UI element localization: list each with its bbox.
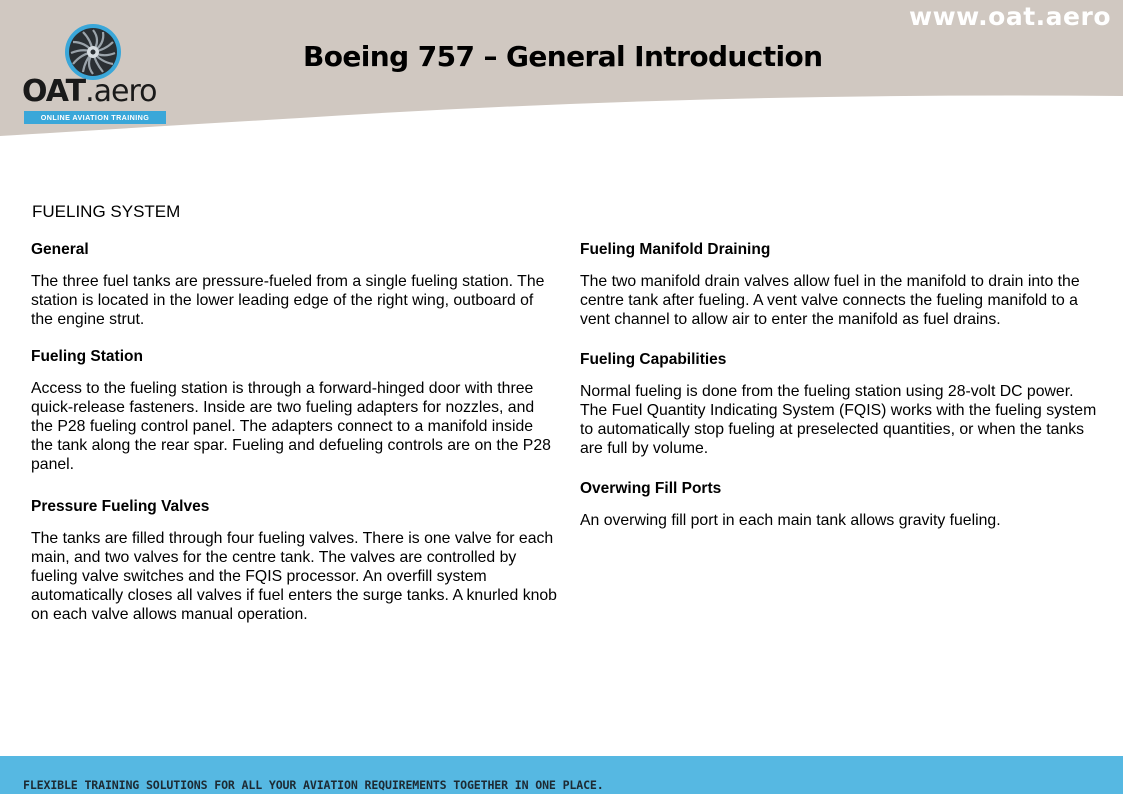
footer-band bbox=[0, 756, 1123, 794]
block-heading: Pressure Fueling Valves bbox=[31, 498, 210, 515]
content-block-fueling-capabilities bbox=[580, 350, 1100, 458]
block-text: Normal fueling is done from the fueling station using 28-volt DC power. The Fuel Quantity Indicating System (FQIS) works with the fueling system to automatically stop fueling at preselected quantities, or when the tanks are full by volume. bbox=[580, 383, 1097, 457]
logo-brand: OAT bbox=[22, 74, 86, 109]
block-heading: Fueling Station bbox=[31, 348, 143, 365]
block-heading: Fueling Capabilities bbox=[580, 351, 727, 368]
content-block-manifold-draining bbox=[580, 240, 1100, 329]
left-column bbox=[31, 240, 559, 624]
turbine-fan-icon bbox=[63, 22, 123, 82]
footer-tagline: FLEXIBLE TRAINING SOLUTIONS FOR ALL YOUR AVIATION REQUIREMENTS TOGETHER IN ONE PLACE. bbox=[23, 778, 604, 792]
block-text: The tanks are filled through four fueling valves. There is one valve for each main, and two valves for the centre tank. The valves are controlled by fueling valve switches and the FQIS processor. An overfill system automatically closes all valves if fuel enters the surge tanks. A knurled knob on each valve allows manual operation. bbox=[31, 530, 557, 623]
block-heading: Overwing Fill Ports bbox=[580, 480, 722, 497]
block-text: Access to the fueling station is through a forward-hinged door with three quick-release fasteners. Inside are two fueling adapters for nozzles, and the P28 fueling control panel. The adapters connect to a manifold inside the tank along the rear spar. Fueling and defueling controls are on the P28 panel. bbox=[31, 380, 551, 473]
content-block-fueling-station bbox=[31, 347, 559, 474]
section-title: FUELING SYSTEM bbox=[32, 202, 181, 221]
block-text: An overwing fill port in each main tank allows gravity fueling. bbox=[580, 512, 1001, 529]
oat-aero-logo[interactable] bbox=[22, 22, 168, 128]
block-heading: General bbox=[31, 241, 89, 258]
logo-tagline: ONLINE AVIATION TRAINING bbox=[24, 111, 166, 124]
block-text: The two manifold drain valves allow fuel in the manifold to drain into the centre tank after fueling. A vent valve connects the fueling manifold to a vent channel to allow air to enter the manifold as fuel drains. bbox=[580, 273, 1080, 328]
site-url[interactable]: www.oat.aero bbox=[908, 2, 1111, 31]
content-block-pressure-fueling-valves bbox=[31, 497, 559, 624]
block-heading: Fueling Manifold Draining bbox=[580, 241, 771, 258]
logo-wordmark bbox=[22, 74, 157, 109]
page-title: Boeing 757 – General Introduction bbox=[303, 40, 823, 73]
right-column bbox=[580, 240, 1100, 530]
content-block-overwing-fill-ports bbox=[580, 479, 1100, 530]
block-text: The three fuel tanks are pressure-fueled from a single fueling station. The station is located in the lower leading edge of the right wing, outboard of the engine strut. bbox=[31, 273, 545, 328]
logo-tld: .aero bbox=[85, 74, 157, 109]
content-block-general bbox=[31, 240, 559, 329]
